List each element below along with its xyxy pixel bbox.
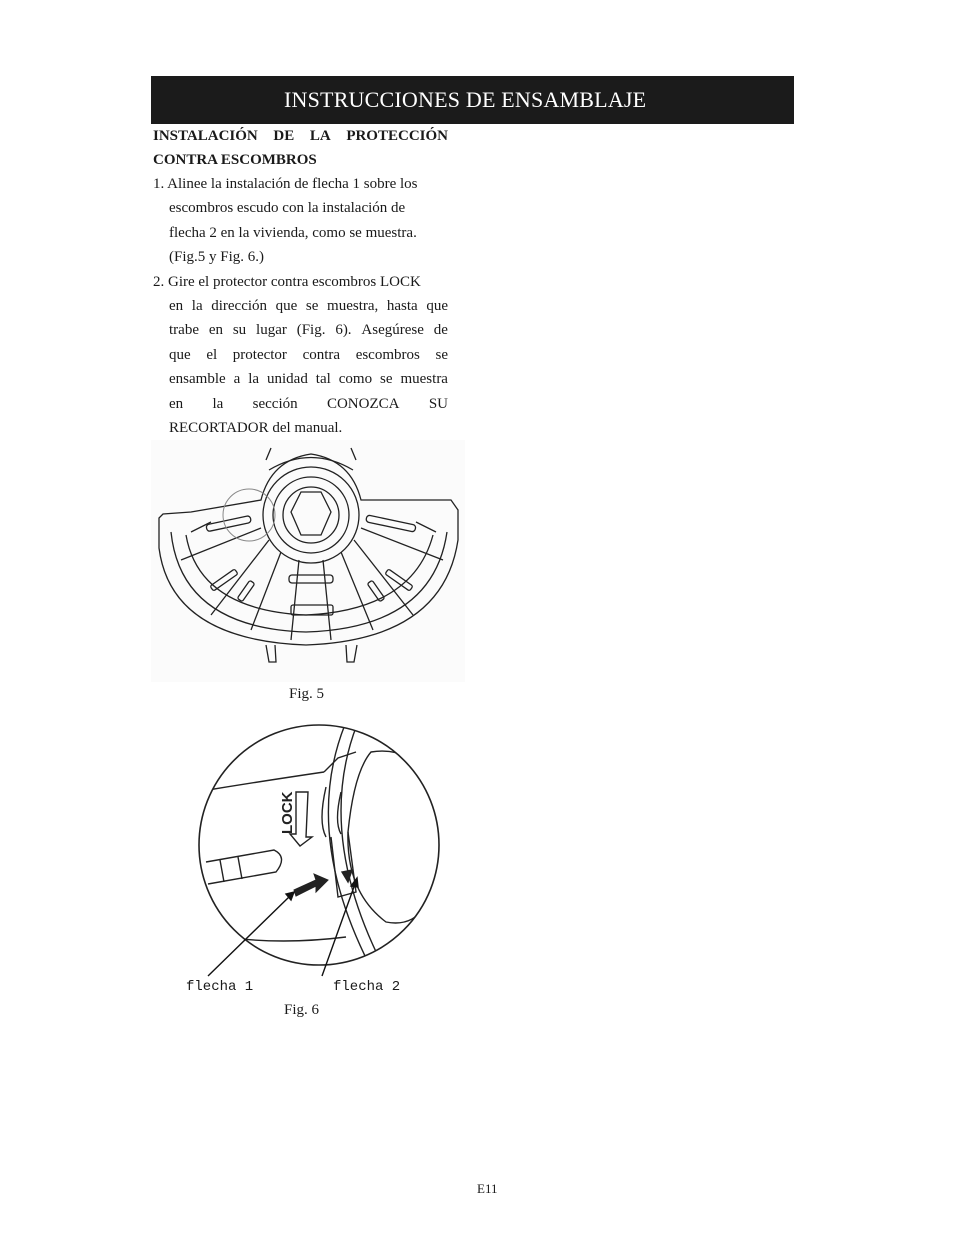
section-heading xyxy=(153,124,448,172)
section-banner xyxy=(151,76,794,124)
step-line: 1. Alinee la instalación de flecha 1 sobre los xyxy=(153,176,418,192)
figure-5-caption: Fig. 5 xyxy=(289,686,325,702)
step-2 xyxy=(153,270,448,441)
step-line: que el protector contra escombros se xyxy=(169,346,448,363)
arrow-1-label: flecha 1 xyxy=(186,979,254,995)
step-line: en la sección CONOZCA SU xyxy=(169,395,448,412)
step-line: trabe en su lugar (Fig. 6). Asegúrese de xyxy=(169,322,448,339)
arrow-2-label: flecha 2 xyxy=(333,979,401,995)
step-1 xyxy=(153,172,448,270)
lock-label: LOCK xyxy=(279,791,296,834)
step-line: en la dirección que se muestra, hasta que xyxy=(169,298,448,315)
step-line: ensamble a la unidad tal como se muestra xyxy=(169,371,448,388)
lock-alignment-closeup xyxy=(196,722,442,968)
debris-shield-illustration xyxy=(151,440,465,682)
instruction-steps xyxy=(153,172,448,440)
page-title: INSTRUCCIONES DE ENSAMBLAJE xyxy=(284,87,647,112)
page-number: E11 xyxy=(477,1181,498,1196)
figure-6-caption: Fig. 6 xyxy=(284,1002,320,1018)
step-line: 2. Gire el protector contra escombros LOCK xyxy=(153,273,421,290)
step-line: flecha 2 en la vivienda, como se muestra. xyxy=(169,224,417,241)
section-heading-line2: CONTRA ESCOMBROS xyxy=(153,152,317,168)
step-line: RECORTADOR del manual. xyxy=(169,420,343,437)
section-heading-line1: INSTALACIÓN DE LA PROTECCIÓN xyxy=(153,128,448,144)
step-line: (Fig.5 y Fig. 6.) xyxy=(169,249,265,266)
step-line: escombros escudo con la instalación de xyxy=(169,200,406,217)
